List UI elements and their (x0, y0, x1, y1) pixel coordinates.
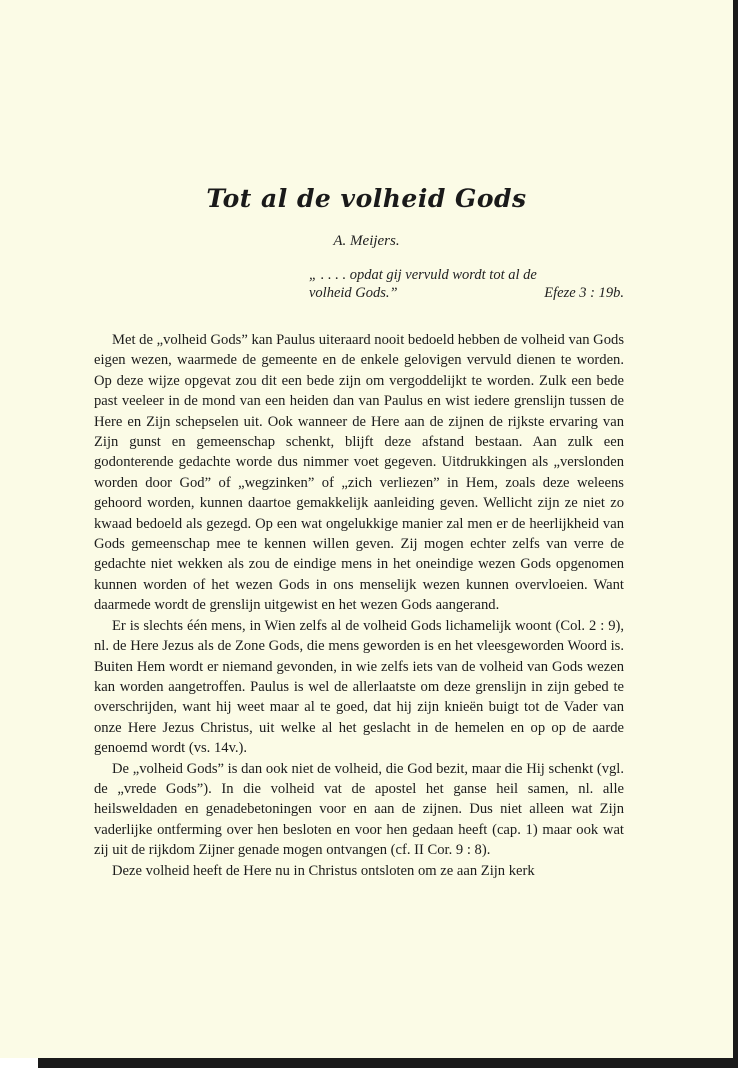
scan-edge-right (733, 0, 738, 1068)
article-body (94, 330, 624, 881)
epigraph-reference: Efeze 3 : 19b. (544, 285, 624, 301)
epigraph (309, 266, 624, 302)
scan-edge-bottom (38, 1058, 738, 1068)
epigraph-line-1: „ . . . . opdat gij vervuld wordt tot al de (309, 267, 537, 283)
epigraph-line-2 (309, 284, 624, 302)
article-title: Tot al de volheid Gods (206, 184, 527, 213)
epigraph-quote-end: volheid Gods.” (309, 285, 398, 301)
paragraph-4: Deze volheid heeft de Here nu in Christus ontsloten om ze aan Zijn kerk (112, 862, 535, 879)
paragraph-2: Er is slechts één mens, in Wien zelfs al de volheid Gods lichamelijk woont (Col. 2 : 9), nl. de Here Jezus als de Zone Gods, die mens geworden is en het vleesgeworden Woord is. Buiten Hem wordt er niemand gevonden, in wie zelfs iets van de volheid van Gods wezen kan worden aangetroffen. Paulus is wel de allerlaatste om deze grenslijn in zijn gebed te overschrijden, want hij weet maar al te goed, dat hij zijn knieën buigt tot de Vader van onze Here Jezus Christus, uit welke al het geslacht in de hemelen en op op de aarde genoemd wordt (vs. 14v.). (94, 617, 624, 757)
paragraph-1: Met de „volheid Gods” kan Paulus uiteraard nooit bedoeld hebben de volheid van Gods eigen wezen, waarmede de gemeente en de enkele gelovigen vervuld dienen te worden. Op deze wijze opgevat zou dit een bede zijn om vergoddelijkt te worden. Zulk een bede past veeleer in de mond van een heiden dan van Paulus en wist iedere grenslijn tussen de Here en Zijn schepselen uit. Ook wanneer de Here aan de zijnen de rijkste ervaring van Zijn gunst en gemeenschap schenkt, blijft deze afstand bestaan. Aan zulk een godonterende gedachte worde dus nimmer voet gegeven. Uitdrukkingen als „verslonden worden door God” of „wegzinken” of „zich verliezen” in Hem, zoals deze weleens gehoord worden, kunnen daartoe gemakkelijk aanleiding geven. Wellicht zijn ze niet zo kwaad bedoeld als gezegd. Op een wat ongelukkige manier zal men er de heerlijkheid van Gods gemeenschap mee te kennen willen geven. Zij mogen echter zelfs van verre de gedachte niet wekken als zou de eindige mens in het oneindige wezen Gods opgenomen kunnen worden of het wezen Gods in ons menselijk wezen kunnen overvloeien. Want daarmede wordt de grenslijn uitgewist en het wezen Gods aangerand. (94, 332, 624, 614)
paragraph-3: De „volheid Gods” is dan ook niet de volheid, die God bezit, maar die Hij schenkt (vgl. de „vrede Gods”). In die volheid vat de apostel het ganse heil samen, nl. alle heilsweldaden en genadebetoningen voor en aan de zijnen. Dus niet alleen wat Zijn vaderlijke ontferming over hen besloten en voor hen gedaan heeft (cap. 1) maar ook wat zij uit de rijkdom Zijner genade mogen ontvangen (cf. II Cor. 9 : 8). (94, 760, 624, 859)
article-author: A. Meijers. (333, 233, 400, 249)
